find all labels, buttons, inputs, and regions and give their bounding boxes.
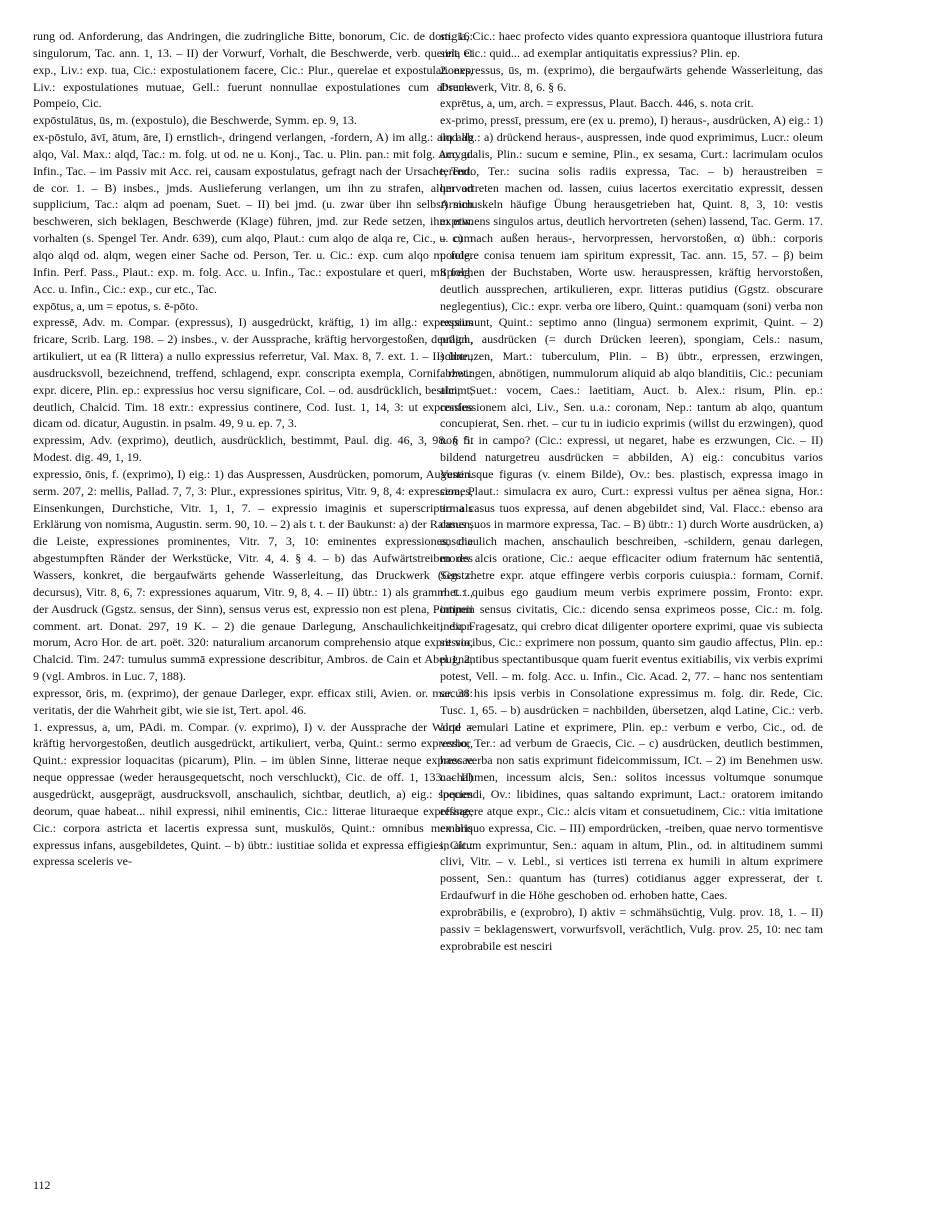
entry-expressus-1: 1. expressus, a, um, PAdi. m. Compar. (v. exprimo), I) v. der Aussprache der Worte = kräftig hervorgestoßen, deutlich ausgedrückt, artikuliert, verba, Quint.: sermo expressior, Quint.: expressior loquacitas (picarum), Plin. – im üblen Sinne, litterae neque expressae neque oppressae (weder herausgequetscht, noch verschluckt), Cic. de off. 1, 133. – II) ausgedrückt, ausgeprägt, ausdrucksvoll, anschaulich, sichtbar, deutlich, a) eig.: species deorum, quae habeat... nihil expressi, nihil eminentis, Cic.: litterae lituraeque expressae, Cic.: corpora astricta et lacertis expressa sunt, muskulös, Quint.: omnibus membris expressus infans, ausgebildetes, Quint. – b) übtr.: iustitiae solida et expressa effigies, Cic.: expressa sceleris ve-: [33, 719, 473, 869]
entry-expresse: expressē, Adv. m. Compar. (expressus), I) ausgedrückt, kräftig, 1) im allg.: expressius fricare, Scrib. Larg. 198. – 2) insbes., v. der Aussprache, kräftig hervorgestoßen, deutlich, artikuliert, ut ea (R littera) a nullo expressius referretur, Val. Max. 8, 7. ext. 1. – II) übtr., ausdrucksvoll, bezeichnend, treffend, schlagend, expr. conscripta exempla, Cornif. rhet.: expr. dicere, Plin. ep.: expressius hoc versu significare, Col. – od. ausdrücklich, bestimmt, deutlich, Chalcid. Tim. 18 extr.: expressius continere, Cod. Iust. 1, 14, 3: ut expressius dicam od. dicatur, Augustin. in psalm. 49, 9 u. ep. 7, 3.: [33, 315, 473, 431]
entry-expressor: expressor, ōris, m. (exprimo), der genaue Darleger, expr. efficax stili, Avien. or. mar. 38: veritatis, der die Wahrheit gibt, wie sie ist, Tert. apol. 46.: [33, 685, 473, 717]
left-column: [33, 28, 473, 870]
entry-expressim: expressim, Adv. (exprimo), deutlich, ausdrücklich, bestimmt, Paul. dig. 46, 3, 98. § 5. Modest. dig. 49, 1, 19.: [33, 433, 473, 465]
entry-ex-primo: ex-primo, pressī, pressum, ere (ex u. premo), I) heraus-, ausdrücken, A) eig.: 1) im allg.: a) drückend heraus-, auspressen, inde quod exprimimus, Lucr.: oleum amygdalis, Plin.: sucum e semine, Plin., ex sesama, Curt.: lacrimulam oculos terendo, Ter.: sucina solis radiis expressa, Tac. – b) heraustreiben = hervortreten machen od. lassen, cuius lacertos exercitatio expressit, dessen Armmuskeln häufige Übung herausgetrieben hat, Quint. 8, 3, 10: vestis exprimens singulos artus, deutlich hervortreten (sehen) lassend, Tac. Germ. 17. – c) nach außen heraus-, hervorpressen, hervorstoßen, α) übh.: corporis pondere conisa tenuem iam spiritum expressit, Tac. ann. 15, 57. – β) beim Sprechen der Buchstaben, Worte usw. herauspressen, kräftig hervorstoßen, deutlich aussprechen, artikulieren, expr. litteras putidius (Ggstz. obscurare neglegentius), Cic.: expr. verba ore libero, Quint.: quamquam (soni) verba non exprimunt, Quint.: septimo anno (lingua) sermonem exprimit, Quint. – 2) prägn., ausdrücken (= durch Drücken leeren), spongiam, Cels.: nasum, schneuzen, Mart.: tuberculum, Plin. – B) übtr., erpressen, erzwingen, abzwingen, abnötigen, nummulorum aliquid ab alqo blanditiis, Cic.: pecuniam alci, Suet.: vocem, Caes.: laetitiam, Auct. b. Alex.: risum, Plin. ep.: confessionem alci, Liv., Sen. u.a.: coronam, Nep.: tantum ab alqo, quantum concupierat, Sen. rhet. – cur tu in iudicio exprimis (willst du erzwingen), quod non fit in campo? (Cic.: expressi, ut negaret, habe es erzwungen, Cic. – II) bildend naturgetreu ausdrücken = abbilden, A) eig.: concubitus varios Venerisque figuras (v. einem Bilde), Ov.: bes. plastisch, expressa imago in cera, Plaut.: simulacra ex auro, Curt.: expressi vultus per aënea signa, Hor.: arma casus tuos expressa, auf denen abgebildet sind, Val. Flacc.: ebenso ara casus suos in marmore expressa, Tac. – B) übtr.: 1) durch Worte ausdrücken, a) anschaulich machen, anschaulich beschreiben, -schildern, genau darlegen, mores alcis oratione, Cic.: aeque efficaciter odium fraternum hāc sententiā, Sen. rhetre expr. atque effingere verbis corporis cuiuspia.: formam, Cornif. rhet.: quibus ego gaudium meum verbis exprimere possim, Fronto: expr. intimm sensus civitatis, Cic.: dicendo sensa exprimeos posse, Cic.: m. folg. indir. Fragesatz, qui crebro dicat diligenter oportere exprimi, quae vis subiecta sit vocibus, Cic.: exprimere non possum, quanto sim gaudio affectus, Plin. ep.: pugnantibus spectantibusque quam fuerit eventus exitiabilis, vix verbis exprimi potest, Vell. – m. folg. Acc. u. Infin., Cic. Acad. 2, 77. – hanc nos sententiam securi his ipsis verbis in Consolatione expressimus m. folg. dir. Rede, Cic. Tusc. 1, 65. – b) ausdrücken = nachbilden, übersetzen, alqd Latine, Cic.: verb. alqd aemulari Latine et exprimere, Plin. ep.: verbum e verbo, Cic., od. de verbo, Ter.: ad verbum de Graecis, Cic. – c) ausdrücken, deutlich bestimmen, haec verba non satis exprimunt fideicommissum, ICt. – 2) im Benehmen usw. nachahmen, incessum alcis, Sen.: solitos incessus voltumque sonumque loquendi, Ov.: libidines, quas saltando exprimunt, Lact.: oratorem imitando effingere atque expr., Cic.: alcis vitam et consuetudinem, Cic.: vitia imitatione ex aliquo expressa, Cic. – III) empordrücken, -treiben, quae nervo tormentisve in altum exprimuntur, Sen.: aquam in altum, Plin., od. in altitudinem summi clivi, Vitr. – v. Lebl., si vertices isti terrena ex humili in altum exprimere possent, Sen.: quantum has (turres) cotidianus agger expresserat, der t. Erdaufwurf in die Höhe geschoben od. erhoben hatte, Caes.: [440, 113, 823, 903]
entry-exprobrabilis: exprobrābilis, e (exprobro), I) aktiv = schmähsüchtig, Vulg. prov. 18, 1. – II) passiv = beklagenswert, vorwurfsvoll, verächtlich, Vulg. prov. 25, 10: nec tam exprobrabile est nesciri: [440, 904, 823, 953]
entry-expressio: expressio, ōnis, f. (exprimo), I) eig.: 1) das Auspressen, Ausdrücken, pomorum, Augustin. serm. 207, 2: mellis, Pallad. 7, 7, 3: Plur., expressiones spiritus, Vitr. 9, 8, 4: expressiones, Einsenkungen, Durchstiche, Vitr. 1, 1, 7. – expressio imaginis et superscriptio als Erklärung von nomisma, Augustin. serm. 90, 10. – 2) als t. t. der Baukunst: a) der Rahmen, die Leiste, expressiones prominentes, Vitr. 7, 3, 10: eminentes expressiones, die abgestumpften Ränder der Werkstücke, Vitr. 4, 4. § 4. – b) das Aufwärtstreiben des Wassers, konkret, die bergaufwärts gehende Wasserleitung, das Druckwerk (Ggstz. decursus), Vitr. 8, 6, 7: expressiones aquarum, Vitr. 9, 8, 4. – II) übtr.: 1) als gramm. t. t., der Ausdruck (Ggstz. sensus, der Sinn), sensus verus est, expressio non est plena, Pompeii comment. art. Donat. 297, 19 K. – 2) die genaue Darlegung, Anschaulichkeit, expr. morum, Acro Hor. de art. poët. 320: naturalium arcanorum comprehensio atque expressio, Chalcid. Tim. 247: tumulus summā expressione describitur, Ambros. de Cain et Abel 1, 2, 9 (vgl. Ambros. in Luc. 7, 188).: [33, 466, 473, 684]
entry-expretus: exprētus, a, um, arch. = expressus, Plaut. Bacch. 446, s. nota crit.: [440, 96, 754, 111]
entry-expressus-2: 2. expressus, ūs, m. (exprimo), die bergaufwärts gehende Wasserleitung, das Druckwerk, Vitr. 8, 6. § 6.: [440, 62, 823, 94]
entry-expostulatus: expōstulātus, ūs, m. (expostulo), die Beschwerde, Symm. ep. 9, 13.: [33, 113, 357, 128]
right-column: [440, 28, 823, 954]
page-number: 112: [33, 1178, 51, 1192]
entry-stigia: stigia, Cic.: haec profecto vides quanto expressiora quantoque illustriora futura sint, Cic.: quid... ad exemplar antiquitatis expressius? Plin. ep.: [440, 29, 823, 60]
entry-ex-postulo: ex-pōstulo, āvī, ātum, āre, I) ernstlich-, dringend verlangen, -fordern, A) im allg.: alqd ab alqo, Val. Max.: alqd, Tac.: m. folg. ut od. ne u. Konj., Tac. u. Plin. pan.: mit folg. Acc. u. Infin., Tac. – im Passiv mit Acc. rei, causam expostulatus, gefragt nach der Ursache, Tert. de cor. 1. – B) insbes., jmds. Auslieferung verlangen, um ihn zu strafen, alqm ad supplicium, Tac.: alqm ad poenam, Suet. – II) bei jmd. (u. zwar über ihn selbst) sich beschweren, sich beklagen, Beschwerde (Klage) führen, jmd. zur Rede setzen, ihm etw. vorhalten (s. Spengel Ter. Andr. 639), cum alqo, Plaut.: cum alqo de alqa re, Cic., u. cum alqo alqd od. alqm, wegen einer Sache od. Person, Ter. u. Cic.: exp. cum alqo m. folg. Infin. Perf. Pass., Plaut.: exp. m. folg. Acc. u. Infin., Tac.: expostulare et queri, mit folg. Acc. u. Infin., Cic.: exp., cur etc., Tac.: [33, 130, 473, 296]
entry-rung: rung od. Anforderung, das Andringen, die zudringliche Bitte, bonorum, Cic. de dom. 16: singulorum, Tac. ann. 1, 13. – II) der Vorwurf, Vorhalt, die Beschwerde, verb. querela et exp., Liv.: exp. tua, Cic.: expostulationem facere, Cic.: Plur., querelae et expostulationes, Liv.: expostulationes mutuae, Gell.: fuerunt nonnullae expostulationes cum absente Pompeio, Cic.: [33, 29, 473, 111]
entry-expotus: expōtus, a, um = epotus, s. ē-pōto.: [33, 298, 199, 313]
